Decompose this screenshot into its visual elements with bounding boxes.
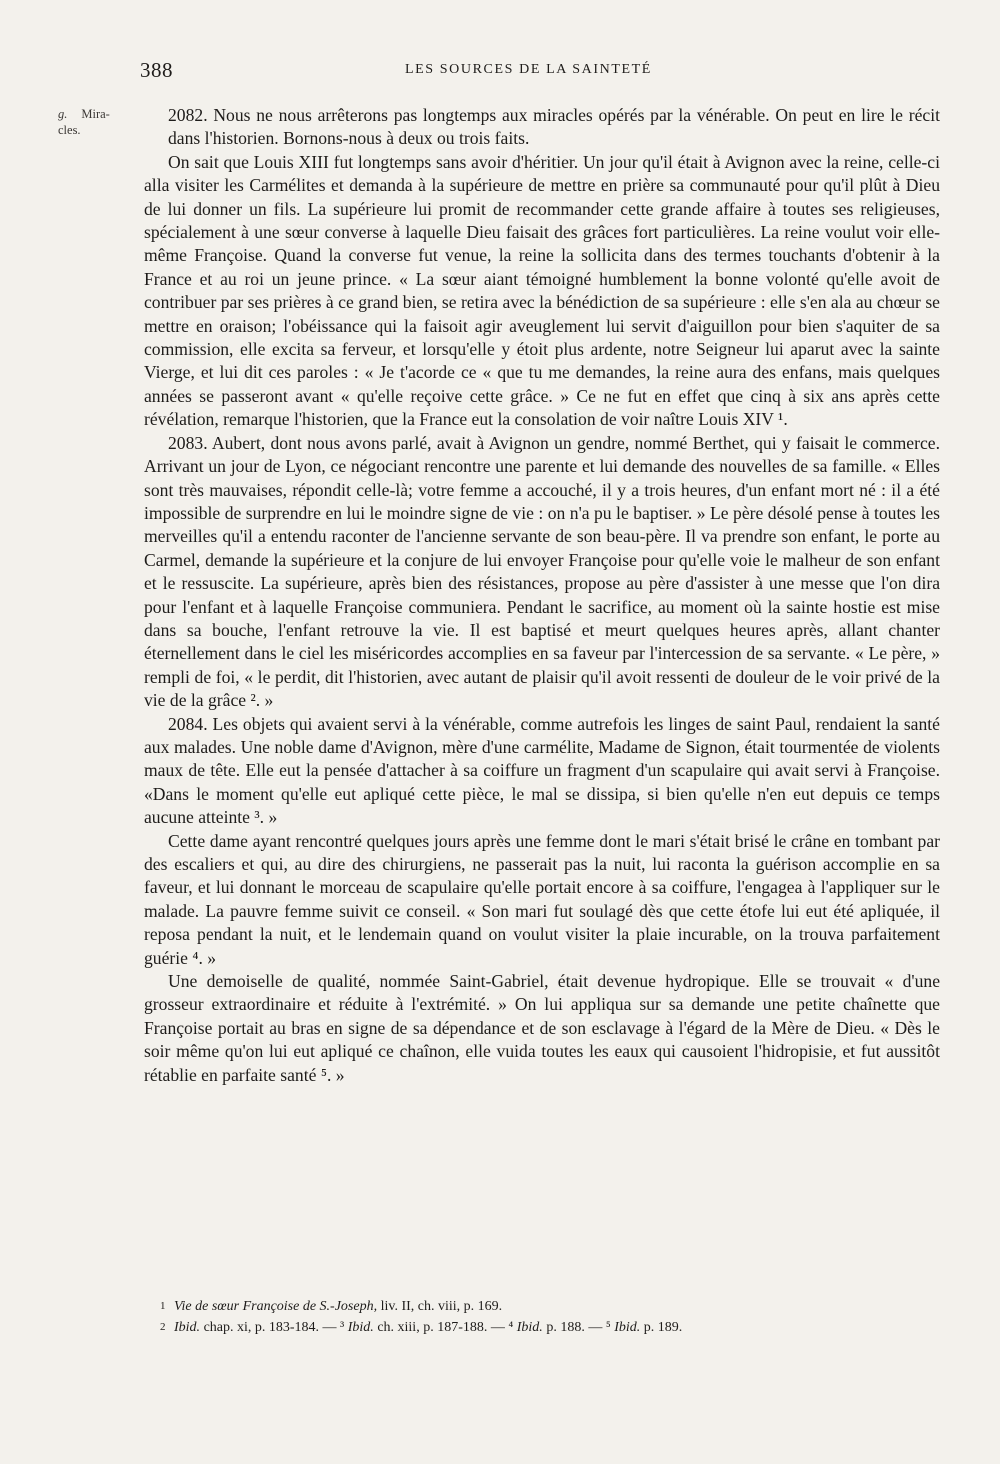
paragraph-saint-gabriel: Une demoiselle de qualité, nommée Saint-Gabriel, était devenue hydropique. Elle se trouvait « d'une grosseur extraordinaire et réduite à l'extrémité. » On lui appliqua sur sa demande une petite chaînette que Françoise portait au bras en signe de sa dépendance et de son esclavage à l'égard de la Mère de Dieu. « Dès le soir même qu'on lui eut apliqué ce chaînon, elle vuida toutes les eaux qui causoient l'hidropisie, et fut aussitôt rétablie en parfaite santé ⁵. » <box>144 971 940 1085</box>
footnote-2-ibid-1: Ibid. <box>174 1320 201 1335</box>
footnote-2 <box>160 1317 940 1338</box>
footnote-1-title: Vie de sœur Françoise de S.-Joseph, <box>174 1299 378 1314</box>
footnote-1-reference: liv. II, ch. viii, p. 169. <box>377 1299 503 1314</box>
footnote-2-number: 2 <box>160 1321 166 1333</box>
footnote-3-ibid: Ibid. <box>347 1320 374 1335</box>
footnotes <box>160 1296 940 1338</box>
footnote-1-number: 1 <box>160 1300 166 1312</box>
page-number: 388 <box>140 58 173 82</box>
margin-note <box>58 106 142 138</box>
footnote-4-ref: p. 188. — ⁵ <box>542 1320 615 1335</box>
paragraph-scapulaire: Cette dame ayant rencontré quelques jours après une femme dont le mari s'était brisé le crâne en tombant par des escaliers et qui, au dire des chirurgiens, ne passerait pas la nuit, lui raconta la guérison accomplie en sa faveur, et lui donnant le morceau de scapulaire qu'elle portait encore à sa coiffure, l'engagea à l'appliquer sur le malade. La pauvre femme suivit ce conseil. « Son mari fut soulagé dès que cette étofe lui eut été apliquée, il reposa pendant la nuit, et le lendemain quand on voulut visiter la plaie incurable, on la trouva parfaitement guérie ⁴. » <box>144 830 940 968</box>
footnote-1 <box>160 1296 940 1317</box>
margin-note-line1: Mira- <box>81 107 110 121</box>
running-head <box>140 58 940 84</box>
paragraph-louis-xiii: On sait que Louis XIII fut longtemps sans avoir d'héritier. Un jour qu'il était à Avignon avec la reine, celle-ci alla visiter les Carmélites et demanda à la supérieure de mettre en prière sa communauté pour qu'il plût à Dieu de lui donner un fils. La supérieure lui promit de recommander cette grande affaire à toutes ses religieuses, spécialement à une sœur converse à laquelle Dieu faisait des grâces fort particulières. La reine voulut voir elle-même Françoise. Quand la converse fut venue, la reine la sollicita dans des termes touchants d'obtenir à la France et au roi un jeune prince. « La sœur aiant témoigné humblement la bonne volonté qu'elle avoit de contribuer par ses prières à ce grand bien, se retira avec la bénédiction de sa supérieure : elle s'en ala au chœur se mettre en oraison; l'obéissance qui la faisoit agir aveuglement lui servit d'aiguillon pour bien s'aquiter de sa commission, elle excita sa ferveur, et lorsqu'elle y étoit plus ardente, notre Seigneur lui aparut avec la sainte Vierge, et lui dit ces paroles : « Je t'acorde ce « que tu me demandes, la reine aura des enfans, mais quelques années se passeront avant « qu'elle reçoive cette grâce. » Ce ne fut en effet que cinq à six ans après cette révélation, remarque l'historien, que la France eut la consolation de voir naître Louis XIV ¹. <box>144 151 940 430</box>
paragraph-2083: 2083. Aubert, dont nous avons parlé, avait à Avignon un gendre, nommé Berthet, qui y faisait le commerce. Arrivant un jour de Lyon, ce négociant rencontre une parente et lui demande des nouvelles de sa famille. « Elles sont très mauvaises, répondit celle-là; votre femme a accouché, il y a trois heures, d'un enfant mort né : il a été impossible de surprendre en lui le moindre signe de vie : on n'a pu le baptiser. » Le père désolé pense à toutes les merveilles qu'il a entendu raconter de l'ancienne servante de son beau-père. Il va prendre son enfant, le porte au Carmel, demande la supérieure et la conjure de lui envoyer Françoise pour qu'elle voie le malheur de son enfant et le ressuscite. La supérieure, après bien des résistances, propose au père d'assister à une messe que l'on dira pour l'enfant et à laquelle Françoise communiera. Pendant le sacrifice, au moment où la sainte hostie est mise dans sa bouche, l'enfant retrouve la vie. Il est baptisé et meurt quelques heures après, allant chanter éternellement dans le ciel les miséricordes accomplies en sa faveur par l'intercession de sa servante. « Le père, » rempli de foi, « le perdit, dit l'historien, avec autant de plaisir qu'il avoit ressenti de douleur de le voir privé de la vie de la grâce ². » <box>144 432 940 711</box>
paragraph-2084: 2084. Les objets qui avaient servi à la vénérable, comme autrefois les linges de saint Paul, rendaient la santé aux malades. Une noble dame d'Avignon, mère d'une carmélite, Madame de Signon, était tourmentée de violents maux de tête. Elle eut la pensée d'attacher à sa coiffure un fragment d'un scapulaire qui avait servi à Françoise. «Dans le moment qu'elle eut apliqué cette pièce, le mal se dissipa, si bien qu'elle n'en eut depuis ce temps aucune atteinte ³. » <box>144 713 940 828</box>
body-text <box>144 104 940 1087</box>
margin-note-letter: g. <box>58 107 68 121</box>
footnote-2-ref-1: chap. xi, p. 183-184. — ³ <box>200 1320 348 1335</box>
footnote-5-ref: p. 189. <box>640 1320 683 1335</box>
footnote-4-ibid: Ibid. <box>516 1320 543 1335</box>
footnote-3-ref: ch. xiii, p. 187-188. — ⁴ <box>373 1320 517 1335</box>
running-title: LES SOURCES DE LA SAINTETÉ <box>405 62 652 77</box>
footnote-5-ibid: Ibid. <box>614 1320 641 1335</box>
paragraph-2082: 2082. Nous ne nous arrêterons pas longtemps aux miracles opérés par la vénérable. On peut en lire le récit dans l'historien. Bornons-nous à deux ou trois faits. <box>168 105 940 149</box>
margin-note-line2: cles. <box>58 123 81 137</box>
